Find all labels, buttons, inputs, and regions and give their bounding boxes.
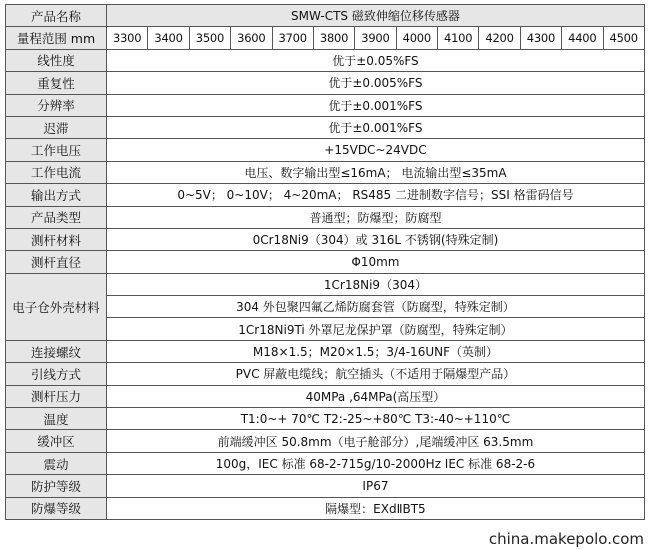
value-hysteresis: 优于±0.001%FS bbox=[107, 116, 645, 138]
row-hysteresis bbox=[6, 116, 645, 138]
value-buffer: 前端缓冲区 50.8mm（电子舱部分）,尾端缓冲区 63.5mm bbox=[107, 430, 645, 452]
label-hysteresis: 迟滞 bbox=[6, 116, 107, 138]
row-repeatability bbox=[6, 72, 645, 94]
label-pressure: 测杆压力 bbox=[6, 385, 107, 407]
label-thread: 连接螺纹 bbox=[6, 340, 107, 362]
value-explosion-proof: 隔爆型：EXdⅡBT5 bbox=[107, 497, 645, 519]
spec-table bbox=[5, 4, 645, 520]
label-voltage: 工作电压 bbox=[6, 139, 107, 161]
value-product-name: SMW-CTS 磁致伸缩位移传感器 bbox=[107, 5, 645, 27]
value-rod-material: 0Cr18Ni9（304）或 316L 不锈钢(特殊定制) bbox=[107, 228, 645, 250]
row-explosion-proof bbox=[6, 497, 645, 519]
range-cell: 4000 bbox=[396, 27, 437, 49]
row-vibration bbox=[6, 452, 645, 474]
label-current: 工作电流 bbox=[6, 161, 107, 183]
label-output: 输出方式 bbox=[6, 184, 107, 206]
row-rod-diameter bbox=[6, 251, 645, 273]
label-product-type: 产品类型 bbox=[6, 206, 107, 228]
row-output bbox=[6, 184, 645, 206]
range-cell: 4500 bbox=[603, 27, 644, 49]
label-buffer: 缓冲区 bbox=[6, 430, 107, 452]
value-output: 0~5V； 0~10V； 4~20mA； RS485 二进制数字信号；SSI 格雷码信号 bbox=[107, 184, 645, 206]
range-cell: 3900 bbox=[355, 27, 396, 49]
row-lead bbox=[6, 363, 645, 385]
row-protection bbox=[6, 475, 645, 497]
range-cell: 3300 bbox=[107, 27, 148, 49]
row-current bbox=[6, 161, 645, 183]
value-rod-diameter: Φ10mm bbox=[107, 251, 645, 273]
label-linearity: 线性度 bbox=[6, 49, 107, 71]
value-vibration: 100g，IEC 标准 68-2-715g/10-2000Hz IEC 标准 68-2-6 bbox=[107, 452, 645, 474]
value-voltage: +15VDC~24VDC bbox=[107, 139, 645, 161]
row-rod-material bbox=[6, 228, 645, 250]
value-shell-material: 1Cr18Ni9Ti 外罩尼龙保护罩（防腐型，特殊定制） bbox=[107, 318, 645, 340]
label-temperature: 温度 bbox=[6, 408, 107, 430]
value-temperature: T1:0~+ 70℃ T2:-25~+80℃ T3:-40~+110℃ bbox=[107, 408, 645, 430]
range-cell: 4300 bbox=[520, 27, 561, 49]
row-product-name bbox=[6, 5, 645, 27]
label-rod-material: 测杆材料 bbox=[6, 228, 107, 250]
row-temperature bbox=[6, 408, 645, 430]
row-resolution bbox=[6, 94, 645, 116]
label-lead: 引线方式 bbox=[6, 363, 107, 385]
range-cell: 3700 bbox=[272, 27, 313, 49]
range-cell: 4200 bbox=[479, 27, 520, 49]
value-resolution: 优于±0.001%FS bbox=[107, 94, 645, 116]
label-product-name: 产品名称 bbox=[6, 5, 107, 27]
range-cell: 4100 bbox=[438, 27, 479, 49]
range-cell: 4400 bbox=[562, 27, 603, 49]
label-vibration: 震动 bbox=[6, 452, 107, 474]
row-pressure bbox=[6, 385, 645, 407]
row-voltage bbox=[6, 139, 645, 161]
value-shell-material: 1Cr18Ni9（304） bbox=[107, 273, 645, 295]
value-lead: PVC 屏蔽电缆线；航空插头（不适用于隔爆型产品） bbox=[107, 363, 645, 385]
value-current: 电压、数字输出型≤16mA； 电流输出型≤35mA bbox=[107, 161, 645, 183]
label-shell-material: 电子仓外壳材料 bbox=[6, 273, 107, 340]
row-thread bbox=[6, 340, 645, 362]
row-buffer bbox=[6, 430, 645, 452]
label-repeatability: 重复性 bbox=[6, 72, 107, 94]
row-range bbox=[6, 27, 645, 49]
row-linearity bbox=[6, 49, 645, 71]
label-range: 量程范围 mm bbox=[6, 27, 107, 49]
label-explosion-proof: 防爆等级 bbox=[6, 497, 107, 519]
value-protection: IP67 bbox=[107, 475, 645, 497]
value-thread: M18×1.5；M20×1.5；3/4-16UNF（英制） bbox=[107, 340, 645, 362]
value-shell-material: 304 外包聚四氟乙烯防腐套管（防腐型，特殊定制） bbox=[107, 296, 645, 318]
range-cell: 3600 bbox=[231, 27, 272, 49]
row-shell-material bbox=[6, 273, 645, 295]
value-product-type: 普通型；防爆型；防腐型 bbox=[107, 206, 645, 228]
range-cell: 3400 bbox=[148, 27, 189, 49]
value-linearity: 优于±0.05%FS bbox=[107, 49, 645, 71]
range-cell: 3500 bbox=[189, 27, 230, 49]
value-repeatability: 优于±0.005%FS bbox=[107, 72, 645, 94]
range-cell: 3800 bbox=[313, 27, 354, 49]
label-resolution: 分辨率 bbox=[6, 94, 107, 116]
label-rod-diameter: 测杆直径 bbox=[6, 251, 107, 273]
row-product-type bbox=[6, 206, 645, 228]
label-protection: 防护等级 bbox=[6, 475, 107, 497]
value-pressure: 40MPa ,64MPa(高压型） bbox=[107, 385, 645, 407]
watermark: china.makepolo.com bbox=[488, 530, 644, 548]
